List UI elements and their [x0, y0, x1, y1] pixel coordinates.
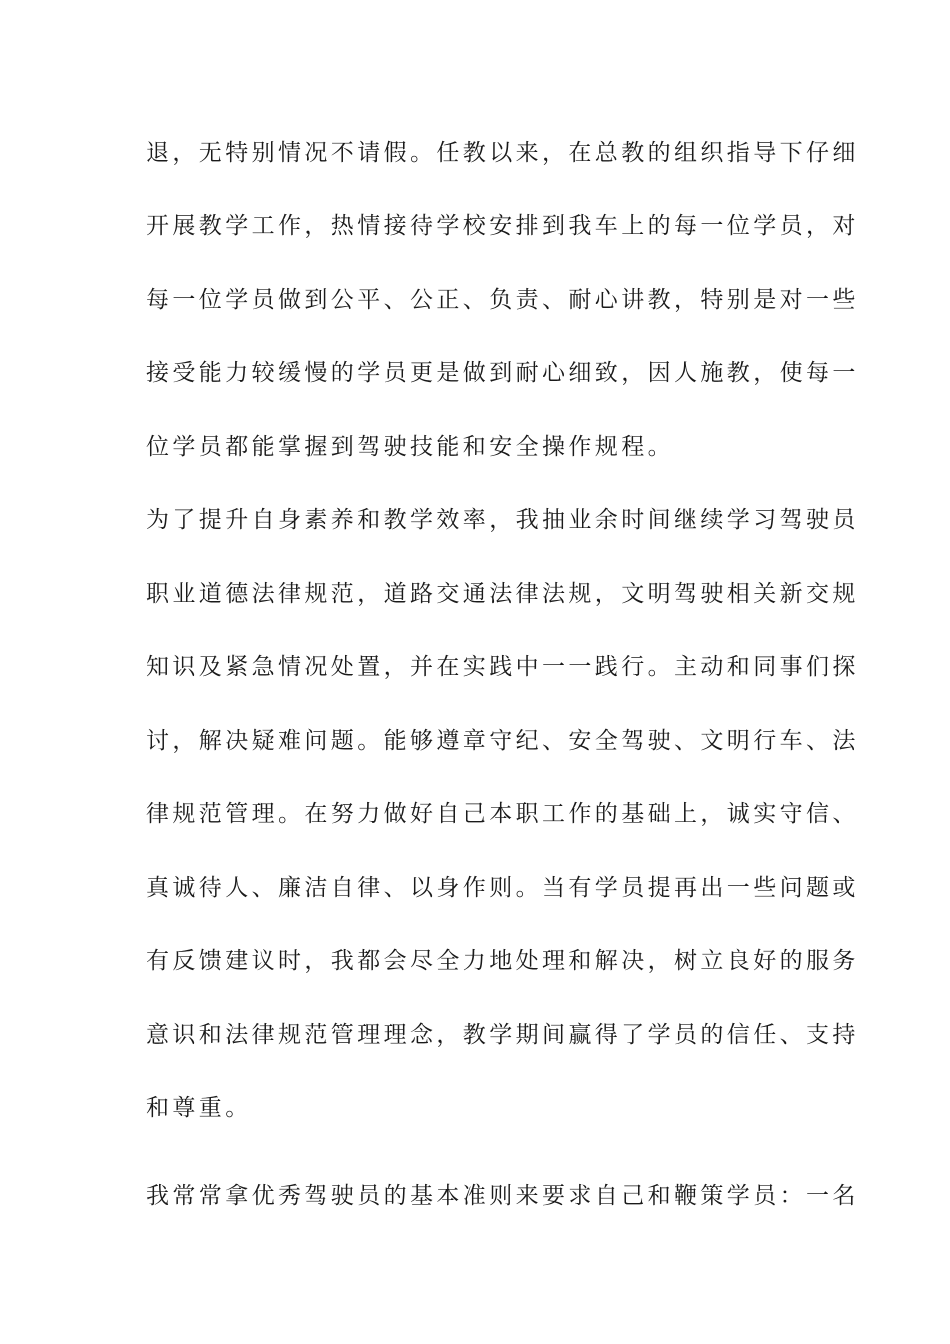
text-line: 真诚待人、廉洁自律、以身作则。当有学员提再出一些问题或 [146, 875, 859, 901]
text-line: 讨，解决疑难问题。能够遵章守纪、安全驾驶、文明行车、法 [146, 728, 859, 754]
text-line: 有反馈建议时，我都会尽全力地处理和解决，树立良好的服务 [146, 948, 859, 974]
text-line: 意识和法律规范管理理念，教学期间赢得了学员的信任、支持 [146, 1022, 859, 1048]
text-line: 开展教学工作，热情接待学校安排到我车上的每一位学员，对 [146, 213, 859, 239]
text-line: 知识及紧急情况处置，并在实践中一一践行。主动和同事们探 [146, 654, 859, 680]
text-line: 每一位学员做到公平、公正、负责、耐心讲教，特别是对一些 [146, 287, 859, 313]
text-line: 职业道德法律规范，道路交通法律法规，文明驾驶相关新交规 [146, 581, 859, 607]
text-line: 为了提升自身素养和教学效率，我抽业余时间继续学习驾驶员 [146, 507, 859, 533]
text-line: 和尊重。 [146, 1095, 252, 1121]
text-line: 退，无特别情况不请假。任教以来，在总教的组织指导下仔细 [146, 140, 859, 166]
text-line: 律规范管理。在努力做好自己本职工作的基础上，诚实守信、 [146, 801, 859, 827]
text-line: 我常常拿优秀驾驶员的基本准则来要求自己和鞭策学员：一名 [146, 1183, 859, 1209]
text-line: 接受能力较缓慢的学员更是做到耐心细致，因人施教，使每一 [146, 360, 859, 386]
text-line: 位学员都能掌握到驾驶技能和安全操作规程。 [146, 434, 674, 460]
